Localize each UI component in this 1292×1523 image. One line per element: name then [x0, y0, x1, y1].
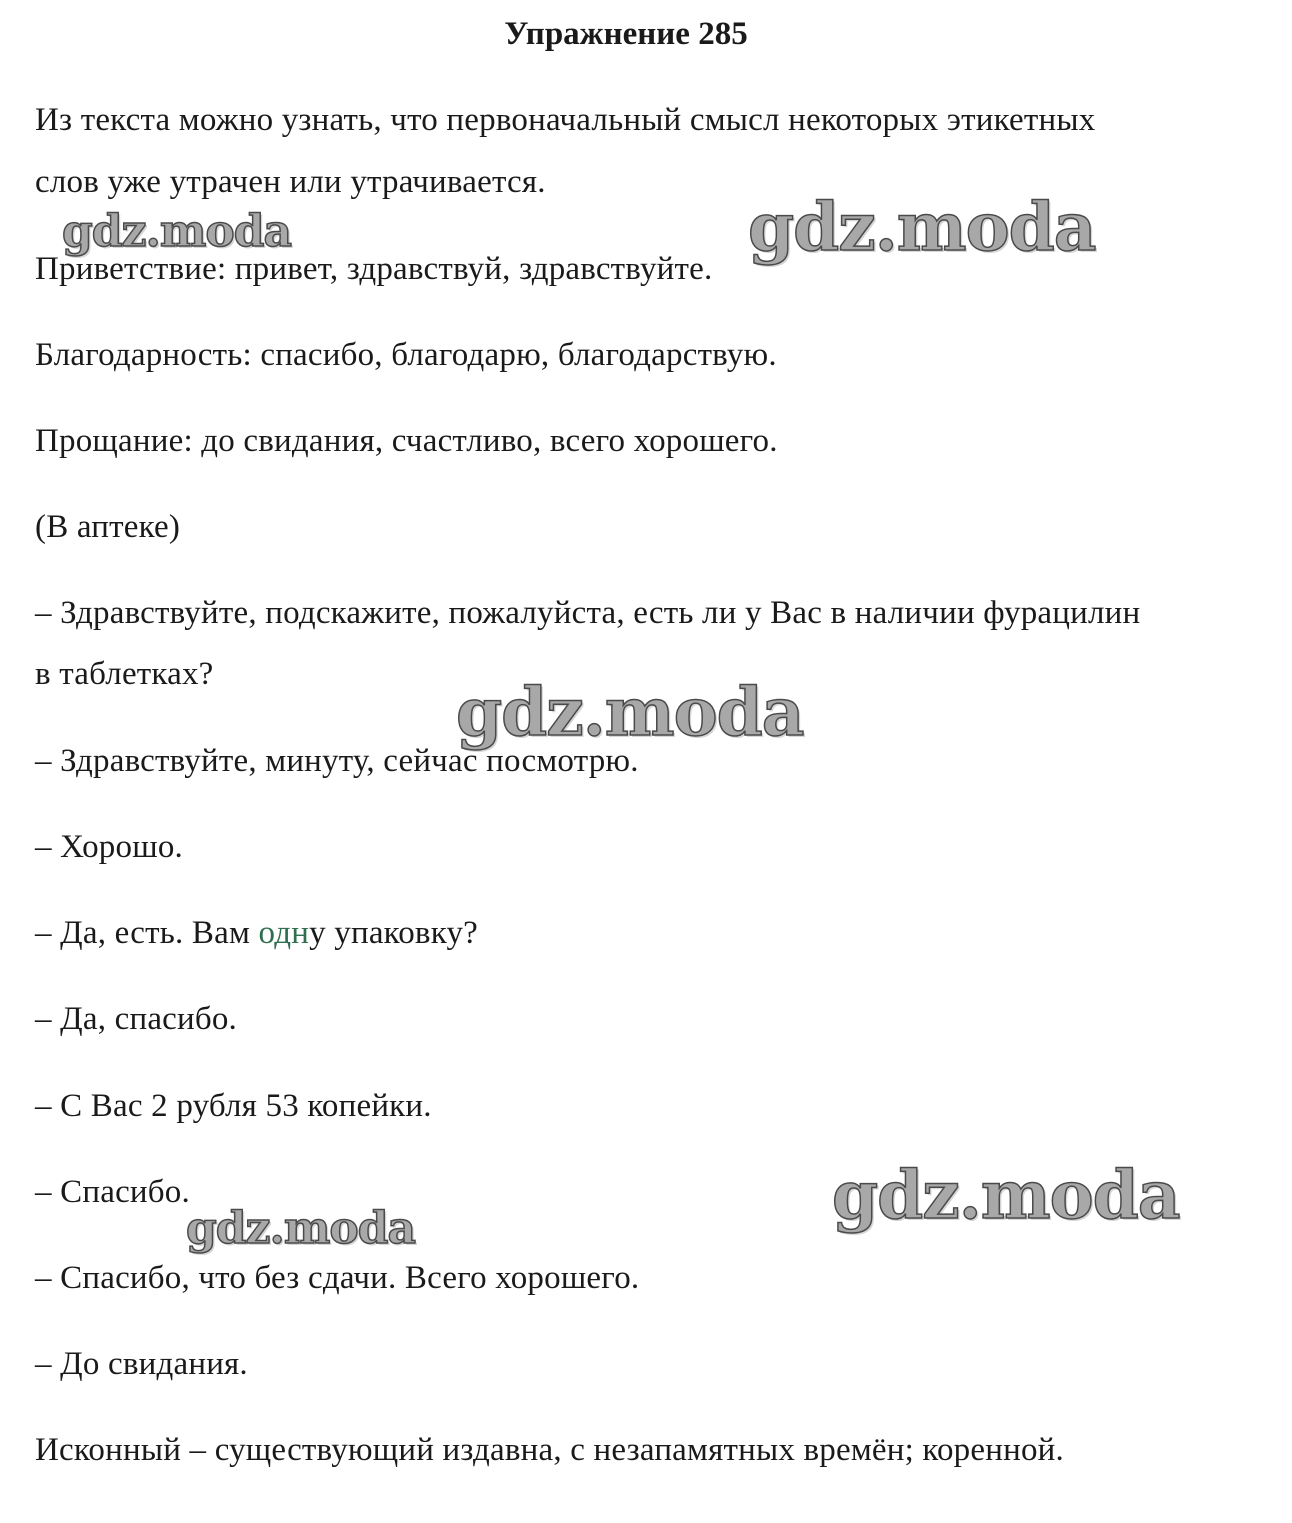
dialogue-line-2: – Здравствуйте, минуту, сейчас посмотрю.: [35, 743, 639, 779]
dialogue-line-4-pre: – Да, есть. Вам: [35, 915, 259, 951]
intro-line-1: Из текста можно узнать, что первоначальный смысл некоторых этикетных: [35, 102, 1096, 138]
watermark-logo: gdz.moda: [748, 188, 1096, 266]
watermark-logo: gdz.moda: [832, 1156, 1180, 1234]
dialogue-line-3: – Хорошо.: [35, 829, 183, 865]
dialogue-line-9: – До свидания.: [35, 1346, 248, 1382]
watermark-logo: gdz.moda: [186, 1203, 416, 1254]
dialogue-line-5: – Да, спасибо.: [35, 1001, 238, 1037]
intro-line-2: слов уже утрачен или утрачивается.: [35, 164, 546, 200]
definition-line: Исконный – существующий издавна, с незапамятных времён; коренной.: [35, 1432, 1064, 1468]
dialogue-line-6: – С Вас 2 рубля 53 копейки.: [35, 1088, 432, 1124]
dialogue-line-7: – Спасибо.: [35, 1174, 190, 1210]
dialogue-line-8: – Спасибо, что без сдачи. Всего хорошего.: [35, 1260, 640, 1296]
dialogue-line-4: [35, 913, 478, 953]
dialogue-line-4-post: у упаковку?: [309, 915, 479, 951]
dialogue-line-4-accent: одн: [258, 915, 310, 951]
watermark-logo: gdz.moda: [456, 673, 804, 751]
watermark-logo: gdz.moda: [62, 206, 292, 257]
exercise-title: Упражнение 285: [504, 16, 748, 52]
dialogue-line-1b: в таблетках?: [35, 656, 214, 692]
greeting-line: Приветствие: привет, здравствуй, здравствуйте.: [35, 251, 713, 287]
farewell-line: Прощание: до свидания, счастливо, всего хорошего.: [35, 423, 778, 459]
scene-line: (В аптеке): [35, 509, 181, 545]
thanks-line: Благодарность: спасибо, благодарю, благодарствую.: [35, 337, 777, 373]
dialogue-line-1a: – Здравствуйте, подскажите, пожалуйста, есть ли у Вас в наличии фурацилин: [35, 595, 1141, 631]
